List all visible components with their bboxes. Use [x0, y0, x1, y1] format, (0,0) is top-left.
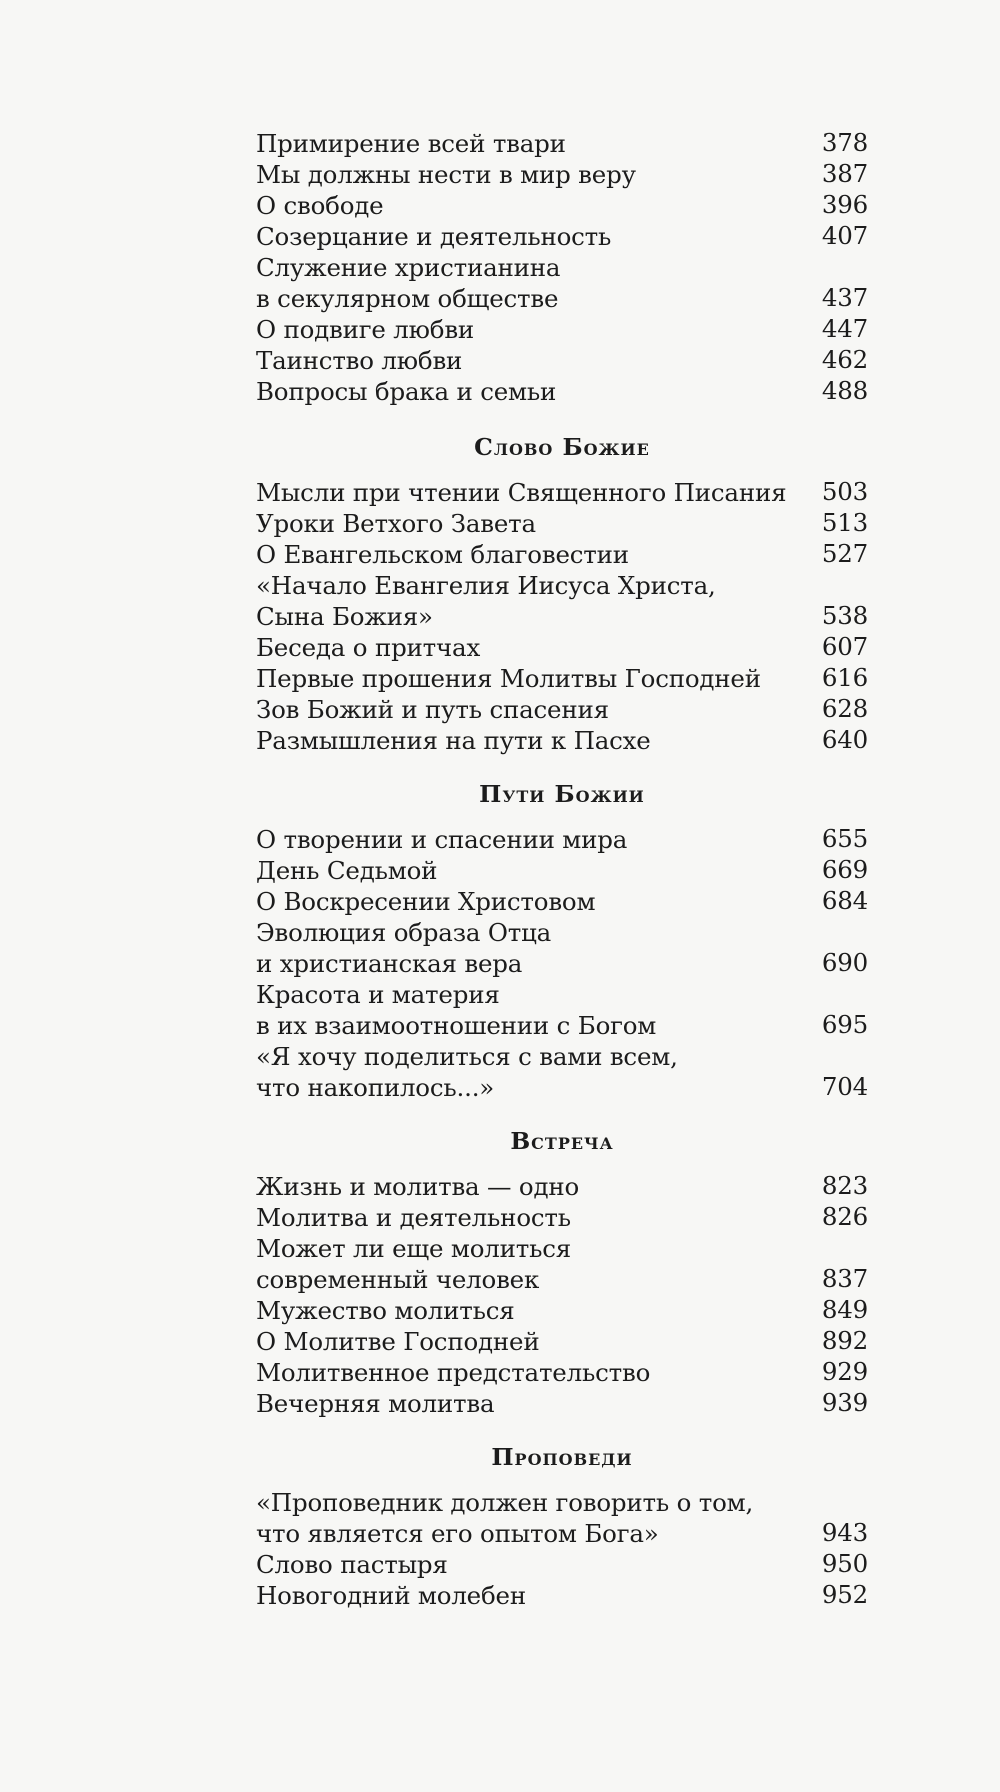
toc-section	[256, 1125, 868, 1419]
toc-section	[256, 431, 868, 756]
toc-entry-title-line: «Начало Евангелия Иисуса Христа,	[256, 571, 716, 600]
toc-entry-page-number: 616	[821, 663, 868, 692]
toc-entry-title	[256, 477, 801, 508]
toc-entry-page-number: 826	[821, 1202, 868, 1231]
toc-entry[interactable]	[256, 159, 868, 190]
toc-entry-title	[256, 314, 801, 345]
toc-entry-page-number: 527	[821, 539, 868, 568]
section-heading: Встреча	[510, 1127, 614, 1155]
toc-section	[256, 778, 868, 1103]
toc-entry-page-number: 704	[821, 1072, 868, 1101]
toc-entry-title	[256, 1357, 801, 1388]
toc-entry-title-line: Молитва и деятельность	[256, 1203, 571, 1232]
toc-entry[interactable]	[256, 1388, 868, 1419]
toc-entry-title	[256, 855, 801, 886]
toc-entry-title-line: О Воскресении Христовом	[256, 887, 596, 916]
toc-entry-title-line: что накопилось...»	[256, 1073, 495, 1102]
toc-entry-title	[256, 917, 801, 979]
toc-entry[interactable]	[256, 570, 868, 632]
toc-entry-page-number: 387	[821, 159, 868, 188]
toc-entry-title-line: Новогодний молебен	[256, 1581, 526, 1610]
toc-entry-title-line: Может ли еще молиться	[256, 1234, 572, 1263]
toc-entry-title-line: Первые прошения Молитвы Господней	[256, 664, 761, 693]
toc-section	[256, 128, 868, 407]
toc-entry[interactable]	[256, 886, 868, 917]
toc-entry-title-line: Таинство любви	[256, 346, 463, 375]
toc-entry-title	[256, 539, 801, 570]
toc-entry[interactable]	[256, 221, 868, 252]
toc-entry-title-line: О творении и спасении мира	[256, 825, 628, 854]
section-heading: Проповеди	[491, 1443, 633, 1471]
toc-entry-title	[256, 1233, 801, 1295]
section-heading: Пути Божии	[479, 780, 645, 808]
toc-entry-page-number: 407	[821, 221, 868, 250]
toc-entry[interactable]	[256, 1487, 868, 1549]
toc-entry-title	[256, 128, 801, 159]
toc-entry-page-number: 690	[821, 948, 868, 977]
toc-entry-title-line: Молитвенное предстательство	[256, 1358, 651, 1387]
toc-entry-title-line: Уроки Ветхого Завета	[256, 509, 536, 538]
toc-entry-page-number: 396	[821, 190, 868, 219]
toc-entry-title	[256, 725, 801, 756]
toc-entry-page-number: 939	[821, 1388, 868, 1417]
toc-entry-page-number: 837	[821, 1264, 868, 1293]
toc-entry-title	[256, 1580, 801, 1611]
toc-entry[interactable]	[256, 917, 868, 979]
toc-entry-title-line: О подвиге любви	[256, 315, 475, 344]
toc-entry-title-line: Размышления на пути к Пасхе	[256, 726, 651, 755]
toc-entry[interactable]	[256, 128, 868, 159]
toc-entry-page-number: 628	[821, 694, 868, 723]
toc-entry-title	[256, 632, 801, 663]
toc-entry-title-line: в их взаимоотношении с Богом	[256, 1011, 657, 1040]
table-of-contents	[256, 128, 868, 1611]
toc-entry-title-line: Эволюция образа Отца	[256, 918, 552, 947]
toc-entry[interactable]	[256, 1357, 868, 1388]
toc-entry-title-line: Вечерняя молитва	[256, 1389, 495, 1418]
toc-entry-page-number: 513	[821, 508, 868, 537]
toc-entry-page-number: 849	[821, 1295, 868, 1324]
toc-entry-page-number: 684	[821, 886, 868, 915]
toc-entry-title-line: Примирение всей твари	[256, 129, 566, 158]
toc-entry[interactable]	[256, 663, 868, 694]
toc-entry-page-number: 538	[821, 601, 868, 630]
toc-entry[interactable]	[256, 725, 868, 756]
toc-entry[interactable]	[256, 1202, 868, 1233]
toc-entry-page-number: 462	[821, 345, 868, 374]
toc-entry[interactable]	[256, 694, 868, 725]
toc-entry-title	[256, 1549, 801, 1580]
section-heading: Слово Божие	[474, 433, 650, 461]
toc-entry[interactable]	[256, 979, 868, 1041]
toc-entry-title	[256, 221, 801, 252]
toc-entry-title-line: Служение христианина	[256, 253, 561, 282]
toc-entry[interactable]	[256, 190, 868, 221]
toc-entry[interactable]	[256, 1549, 868, 1580]
toc-entry-title	[256, 1041, 801, 1103]
toc-entry-title-line: Красота и материя	[256, 980, 500, 1009]
toc-entry-title	[256, 1388, 801, 1419]
toc-entry-title-line: «Проповедник должен говорить о том,	[256, 1488, 754, 1517]
toc-entry-page-number: 695	[821, 1010, 868, 1039]
toc-entry-title	[256, 1295, 801, 1326]
toc-entry-title-line: в секулярном обществе	[256, 284, 559, 313]
toc-entry-title-line: «Я хочу поделиться с вами всем,	[256, 1042, 678, 1071]
toc-entry[interactable]	[256, 1171, 868, 1202]
toc-entry[interactable]	[256, 345, 868, 376]
toc-entry-title	[256, 376, 801, 407]
toc-entry-page-number: 669	[821, 855, 868, 884]
toc-entry[interactable]	[256, 1326, 868, 1357]
toc-entry[interactable]	[256, 477, 868, 508]
toc-entry-title	[256, 824, 801, 855]
toc-entry-title-line: Зов Божий и путь спасения	[256, 695, 609, 724]
toc-section	[256, 1441, 868, 1611]
toc-entry[interactable]	[256, 824, 868, 855]
toc-entry[interactable]	[256, 632, 868, 663]
toc-entry[interactable]	[256, 1580, 868, 1611]
toc-entry-page-number: 378	[821, 128, 868, 157]
toc-entry-page-number: 640	[821, 725, 868, 754]
toc-entry-page-number: 892	[821, 1326, 868, 1355]
toc-entry-title-line: О свободе	[256, 191, 384, 220]
toc-entry-title-line: Беседа о притчах	[256, 633, 481, 662]
toc-entry[interactable]	[256, 376, 868, 407]
toc-entry[interactable]	[256, 1233, 868, 1295]
toc-entry-title-line: О Евангельском благовестии	[256, 540, 629, 569]
toc-entry-title-line: Мы должны нести в мир веру	[256, 160, 636, 189]
toc-entry-title	[256, 979, 801, 1041]
toc-entry-title	[256, 1171, 801, 1202]
toc-entry-title-line: что является его опытом Бога»	[256, 1519, 659, 1548]
toc-entry[interactable]	[256, 508, 868, 539]
toc-entry[interactable]	[256, 1041, 868, 1103]
toc-entry-title	[256, 252, 801, 314]
toc-entry-title	[256, 1487, 801, 1549]
toc-entry-page-number: 447	[821, 314, 868, 343]
toc-entry[interactable]	[256, 314, 868, 345]
toc-entry-title	[256, 1326, 801, 1357]
toc-entry-title	[256, 190, 801, 221]
toc-entry-page-number: 823	[821, 1171, 868, 1200]
toc-entry-title	[256, 663, 801, 694]
toc-entry-title-line: и христианская вера	[256, 949, 523, 978]
toc-entry-page-number: 607	[821, 632, 868, 661]
toc-entry-page-number: 655	[821, 824, 868, 853]
toc-entry-page-number: 950	[821, 1549, 868, 1578]
toc-entry-page-number: 929	[821, 1357, 868, 1386]
toc-entry-title-line: Мужество молиться	[256, 1296, 515, 1325]
toc-entry-title-line: Вопросы брака и семьи	[256, 377, 557, 406]
toc-entry[interactable]	[256, 539, 868, 570]
toc-entry-page-number: 488	[821, 376, 868, 405]
toc-entry-title-line: Созерцание и деятельность	[256, 222, 612, 251]
toc-entry[interactable]	[256, 252, 868, 314]
toc-entry-title-line: Слово пастыря	[256, 1550, 448, 1579]
toc-entry-page-number: 503	[821, 477, 868, 506]
toc-entry-title-line: Мысли при чтении Священного Писания	[256, 478, 787, 507]
toc-entry-title-line: современный человек	[256, 1265, 540, 1294]
toc-entry-title	[256, 1202, 801, 1233]
toc-entry-page-number: 437	[821, 283, 868, 312]
toc-entry-title	[256, 159, 801, 190]
toc-entry-title	[256, 570, 801, 632]
toc-entry-page-number: 943	[821, 1518, 868, 1547]
toc-entry-title	[256, 694, 801, 725]
toc-entry-title	[256, 886, 801, 917]
toc-entry-title	[256, 508, 801, 539]
toc-entry-title-line: Жизнь и молитва — одно	[256, 1172, 580, 1201]
toc-entry-page-number: 952	[821, 1580, 868, 1609]
toc-entry-title-line: О Молитве Господней	[256, 1327, 540, 1356]
toc-entry-title	[256, 345, 801, 376]
toc-entry[interactable]	[256, 855, 868, 886]
toc-entry[interactable]	[256, 1295, 868, 1326]
toc-entry-title-line: День Седьмой	[256, 856, 438, 885]
toc-entry-title-line: Сына Божия»	[256, 602, 433, 631]
